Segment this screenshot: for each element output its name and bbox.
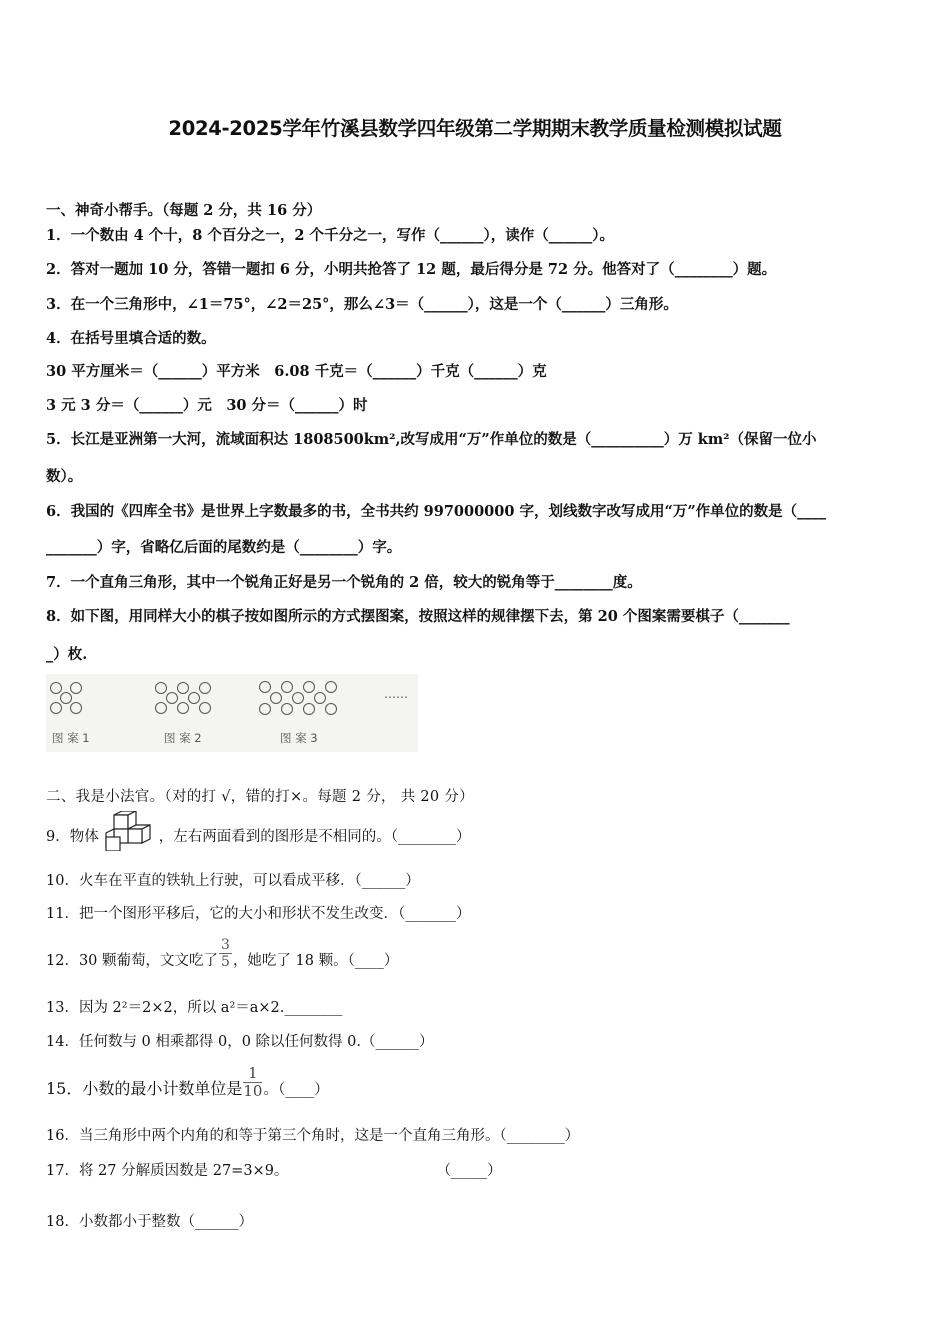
- piece: [167, 693, 178, 704]
- question-8-cont: _）枚.: [46, 646, 88, 663]
- fraction-denominator: 10: [243, 1082, 263, 1100]
- fraction-numerator: 1: [243, 1066, 262, 1083]
- question-4: 4．在括号里填合适的数。: [46, 330, 216, 347]
- piece: [71, 683, 82, 694]
- cubes-object-icon: [100, 811, 158, 851]
- question-15-suffix: 。（____）: [263, 1082, 329, 1098]
- chess-pattern-figure: [46, 674, 418, 752]
- piece: [282, 682, 293, 693]
- piece: [178, 683, 189, 694]
- question-13: 13．因为 2²＝2×2，所以 a²＝a×2.________: [46, 1000, 343, 1016]
- question-5-cont: 数）。: [46, 468, 83, 485]
- question-6: 6．我国的《四库全书》是世界上字数最多的书，全书共约 997000000 字，划线数字改写成用“万”作单位的数是（____: [46, 503, 827, 520]
- question-15: [46, 1064, 329, 1100]
- question-12: [46, 936, 399, 971]
- section1-heading: 一、神奇小帮手。（每题 2 分，共 16 分）: [46, 202, 322, 219]
- piece: [189, 693, 200, 704]
- question-14: 14．任何数与 0 相乘都得 0，0 除以任何数得 0.（______）: [46, 1034, 434, 1050]
- question-9: [46, 823, 470, 851]
- question-12-prefix: 12．30 颗葡萄，文文吃了: [46, 953, 219, 969]
- piece: [260, 682, 271, 693]
- piece: [51, 683, 62, 694]
- piece: [282, 704, 293, 715]
- fraction-denominator: 5: [221, 953, 230, 970]
- question-9-suffix: ，左右两面看到的图形是不相同的。（________）: [158, 829, 471, 845]
- fraction-one-tenth: [243, 1066, 262, 1099]
- piece: [315, 693, 326, 704]
- question-18: 18．小数都小于整数（______）: [46, 1214, 253, 1230]
- question-5: 5．长江是亚洲第一大河，流域面积达 1808500km²,改写成用“万”作单位的数是（__________）万 km²（保留一位小: [46, 431, 817, 448]
- fraction-three-fifths: [219, 938, 232, 969]
- question-17: [46, 1161, 502, 1181]
- piece: [326, 704, 337, 715]
- piece: [178, 703, 189, 714]
- question-2: 2．答对一题加 10 分，答错一题扣 6 分，小明共抢答了 12 题，最后得分是 72 分。他答对了（________）题。: [46, 261, 777, 278]
- question-3: 3．在一个三角形中，∠1＝75°，∠2＝25°，那么∠3＝（______），这是一个（______）三角形。: [46, 296, 678, 313]
- figure-label-3: 图 案 3: [280, 731, 318, 745]
- question-17-text: 17．将 27 分解质因数是 27=3×9。: [46, 1163, 289, 1179]
- figure-label-1: 图 案 1: [52, 731, 90, 745]
- piece: [51, 703, 62, 714]
- figure-ellipsis: ……: [384, 687, 408, 701]
- question-16: 16．当三角形中两个内角的和等于第三个角时，这是一个直角三角形。（________）: [46, 1128, 580, 1144]
- piece: [200, 683, 211, 694]
- question-1: 1．一个数由 4 个十，8 个百分之一，2 个千分之一，写作（______），读作（______）。: [46, 227, 615, 244]
- question-17-answer: （_____）: [436, 1163, 502, 1179]
- piece: [293, 693, 304, 704]
- piece: [61, 693, 72, 704]
- question-12-suffix: ，她吃了 18 颗。（____）: [232, 953, 399, 969]
- piece: [304, 704, 315, 715]
- piece: [304, 682, 315, 693]
- question-4-line-a: 30 平方厘米＝（______）平方米 6.08 千克＝（______）千克（______）克: [46, 363, 547, 380]
- fraction-numerator: 3: [221, 936, 230, 953]
- figure-label-2: 图 案 2: [164, 731, 202, 745]
- question-7: 7．一个直角三角形，其中一个锐角正好是另一个锐角的 2 倍，较大的锐角等于________度。: [46, 574, 642, 591]
- piece: [156, 683, 167, 694]
- piece: [156, 703, 167, 714]
- question-4-line-b: 3 元 3 分＝（______）元 30 分＝（______）时: [46, 397, 368, 414]
- question-11: 11．把一个图形平移后，它的大小和形状不发生改变．（_______）: [46, 906, 471, 922]
- piece: [260, 704, 271, 715]
- question-9-prefix: 9．物体: [46, 829, 99, 845]
- question-6-cont: _______）字，省略亿后面的尾数约是（________）字。: [46, 539, 402, 556]
- question-8: 8．如下图，用同样大小的棋子按如图所示的方式摆图案，按照这样的规律摆下去，第 20 个图案需要棋子（_______: [46, 608, 790, 625]
- piece: [200, 703, 211, 714]
- piece: [326, 682, 337, 693]
- question-10: 10．火车在平直的铁轨上行驶，可以看成平移．（______）: [46, 873, 420, 889]
- section2-heading: 二、我是小法官。（对的打 √，错的打×。每题 2 分， 共 20 分）: [46, 789, 474, 805]
- page-title: 2024-2025学年竹溪县数学四年级第二学期期末教学质量检测模拟试题: [168, 117, 782, 140]
- piece: [271, 693, 282, 704]
- piece: [71, 703, 82, 714]
- question-15-prefix: 15．小数的最小计数单位是: [46, 1079, 243, 1098]
